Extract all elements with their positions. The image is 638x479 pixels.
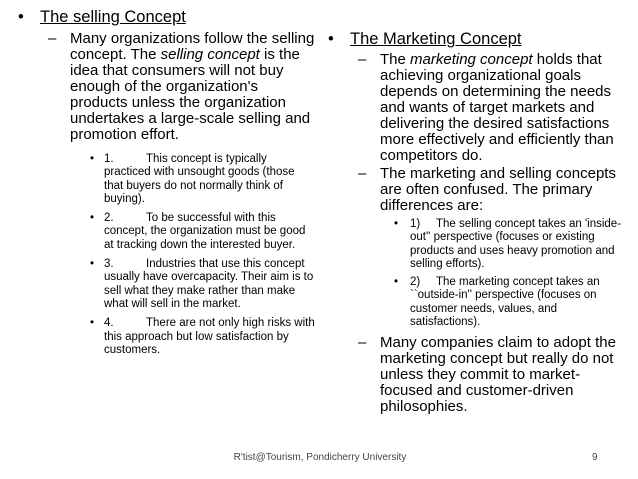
marketing-concept-heading-item: [328, 30, 632, 49]
selling-point-4: • 4. There are not only high risks with this approach but low satisfaction by customers.: [90, 317, 315, 356]
difference-2: • 2) The marketing concept takes an ``outside-in'' perspective (focuses on customer needs, values, and satisfactions).: [394, 276, 600, 329]
right-column: [328, 0, 632, 415]
dash-icon: –: [358, 334, 367, 352]
bullet-icon: •: [394, 276, 399, 289]
difference-1: • 1) The selling concept takes an 'inside-out'' perspective (focuses or existing products and uses heavy promotion and selling efforts).: [394, 218, 622, 270]
selling-point-1: • 1. This concept is typically practiced with unsought goods (those that buyers do not normally think of buying).: [90, 153, 295, 205]
dash-icon: –: [358, 51, 367, 68]
marketing-concept-heading: The Marketing Concept: [350, 30, 522, 48]
bullet-icon: •: [90, 317, 95, 330]
selling-concept-heading: The selling Concept: [40, 8, 186, 26]
left-column: [18, 0, 318, 357]
differences-list: [394, 218, 630, 329]
selling-points-list: [90, 153, 316, 357]
companies-claim-text: – Many companies claim to adopt the marketing concept but really do not unless they commit to market-focused and customer-driven philosophies.: [358, 334, 616, 416]
footer-source: R'tist@Tourism, Pondicherry University: [233, 452, 407, 463]
selling-point-3: • 3. Industries that use this concept usually have overcapacity. Their aim is to sell what they make rather than make what will sell in the market.: [90, 258, 314, 310]
bullet-icon: •: [18, 8, 24, 26]
bullet-icon: •: [328, 30, 334, 48]
marketing-concept-definition: [358, 52, 632, 164]
bullet-icon: •: [90, 212, 95, 225]
bullet-icon: •: [90, 258, 95, 271]
dash-icon: –: [48, 30, 57, 47]
bullet-icon: •: [394, 218, 399, 230]
selling-concept-heading-item: [18, 8, 318, 27]
page-number: 9: [592, 452, 598, 463]
bullet-icon: •: [90, 153, 95, 165]
concepts-confused-text: – The marketing and selling concepts are often confused. The primary differences are:: [358, 165, 616, 214]
selling-concept-definition: [48, 31, 318, 143]
dash-icon: –: [358, 165, 367, 182]
marketing-concept-definition-text: The marketing concept holds that achieving organizational goals depends on determining the needs and wants of target markets and delivering the desired satisfactions more effectively and efficiently than competitors do.: [380, 51, 614, 164]
selling-concept-definition-text: Many organizations follow the selling concept. The selling concept is the idea that consumers will not buy enough of the organization's products unless the organization undertakes a large-scale selling and promotion effort.: [70, 30, 315, 143]
selling-point-2: • 2. To be successful with this concept, the organization must be good at tracking down the interested buyer.: [90, 212, 306, 251]
